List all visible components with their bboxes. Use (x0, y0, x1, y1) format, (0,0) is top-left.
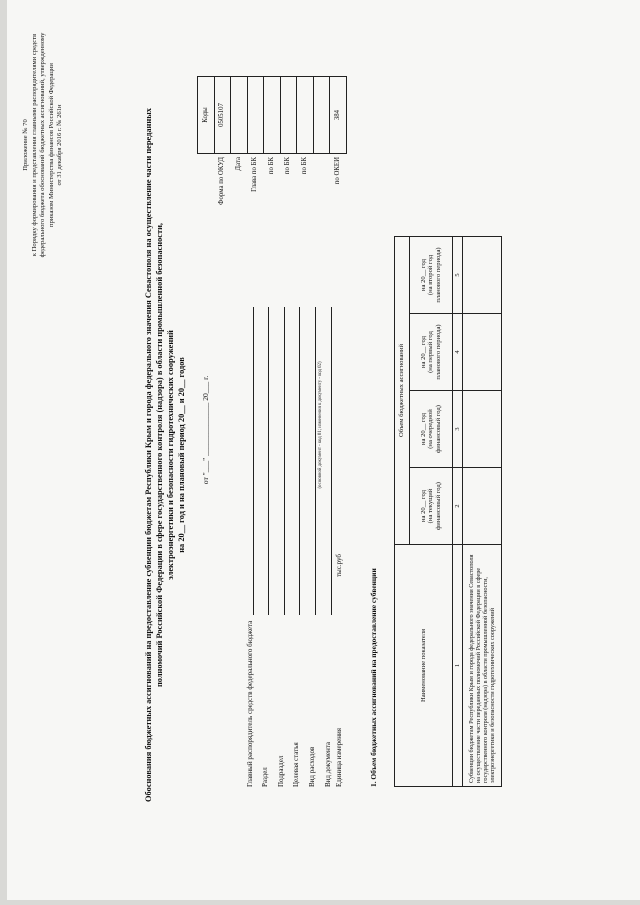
fill-in-line[interactable] (315, 307, 316, 615)
code-value (280, 77, 297, 154)
year-header: на 20__ год (на второй год планового периода) (410, 237, 453, 314)
form-field-row (256, 307, 272, 787)
form-field-label: Целевая статья (292, 742, 301, 787)
column-number: 5 (453, 237, 463, 314)
appendix-line: от 31 декабря 2016 г. № 261н (56, 104, 64, 186)
table-cell[interactable] (463, 468, 502, 545)
code-value: 0505107 (214, 77, 231, 154)
appendix-line: федерального бюджета обоснований бюджетных ассигнований, утвержденному (39, 32, 47, 258)
form-field-label: Раздел (261, 767, 270, 787)
form-field-label: Вид расходов (307, 746, 316, 787)
code-label: по БК (267, 157, 275, 175)
unit-label: Единица измерения (335, 728, 343, 787)
column-number: 2 (453, 468, 463, 545)
title-line: на 20__ год и на плановый период 20__ и 20__ годов (177, 357, 187, 553)
form-field-row (302, 307, 318, 787)
code-label: по ОКЕИ (333, 157, 341, 185)
code-label: по БК (284, 157, 292, 175)
year-header: на 20__ год (на текущий финансовый год) (410, 468, 453, 545)
table-cell[interactable] (463, 237, 502, 314)
code-label: по БК (300, 157, 308, 175)
code-value (297, 77, 314, 154)
year-header: на 20__ год (на первый год планового периода) (410, 314, 453, 391)
fill-in-line[interactable] (268, 307, 269, 615)
form-field-row (271, 307, 287, 787)
code-value: 384 (330, 77, 347, 154)
form-field-label: Вид документа (323, 741, 332, 787)
column-number: 1 (453, 545, 463, 787)
document-date: от "___" ______________ 20___ г. (201, 375, 210, 485)
form-field-label: Главный распорядитель средств федерального бюджета (245, 620, 254, 787)
allocations-table (394, 236, 502, 787)
fill-in-line[interactable] (331, 307, 332, 615)
section-title: 1. Объем бюджетных ассигнований на предоставление субвенции (369, 568, 378, 787)
document-title (143, 20, 187, 890)
form-field-label: Подраздел (276, 755, 285, 787)
title-line: полномочий Российской Федерации в сфере государственного контроля (надзора) в области промышленной безопасности, (155, 222, 165, 688)
code-label (313, 154, 330, 273)
year-header: на 20__ год (на очередной финансовый год) (410, 391, 453, 468)
appendix-line: к Порядку формирования и представления главными распорядителями средств (30, 33, 38, 257)
code-label: Дата (234, 157, 242, 171)
codes-header: Коды (198, 77, 215, 154)
codes-table (197, 76, 347, 272)
fill-in-line[interactable] (253, 307, 254, 615)
table-cell[interactable] (463, 391, 502, 468)
form-field-row (287, 307, 303, 787)
column-group-header: Объем бюджетных ассигнований (395, 237, 410, 545)
appendix-block (22, 5, 65, 285)
form-field-row (240, 307, 256, 787)
column-number: 4 (453, 314, 463, 391)
unit-value: тыс.руб (335, 554, 343, 577)
code-value (231, 77, 248, 154)
document-type-hint: (основной документ - код 01; изменения к документу - код 02) (318, 361, 323, 489)
column-number: 3 (453, 391, 463, 468)
code-value (264, 77, 281, 154)
title-line: электроэнергетики и безопасности гидротехнических сооружений (166, 330, 176, 580)
column-header-name: Наименование показателя (395, 545, 453, 787)
appendix-line: приказом Министерства финансов Российской Федерации (47, 63, 55, 227)
table-row-label: Субвенции бюджетам Республики Крым и города федерального значения Севастополя на осуществление части переданных полномочий Российской Федерации в сфере государственного контроля (надзора) в области промышленной безопасности, электроэнергетики и безопасности гидротехнических сооружений (463, 545, 502, 787)
code-label: Глава по БК (251, 157, 259, 192)
code-value (247, 77, 264, 154)
code-label: Форма по ОКУД (218, 157, 226, 205)
code-value (313, 77, 330, 154)
appendix-number: Приложение № 70 (22, 119, 29, 171)
title-line: Обоснования бюджетных ассигнований на предоставление субвенции бюджетам Республики Крым и города федерального значения Севастополя на осуществление части переданных (144, 108, 153, 802)
fill-in-line[interactable] (284, 307, 285, 615)
fill-in-line[interactable] (299, 307, 300, 615)
table-cell[interactable] (463, 314, 502, 391)
